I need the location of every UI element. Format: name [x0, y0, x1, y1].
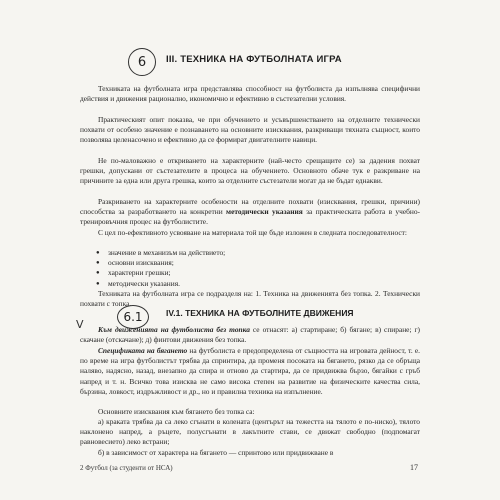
page-footer: 2 Футбол (за студенти от НСА) — [80, 464, 173, 472]
list-item: ● значение в механизъм на действието; — [96, 248, 225, 258]
handwritten-check-mark: V — [76, 318, 84, 331]
list-item: ● характерни грешки; — [96, 268, 225, 278]
paragraph: Основните изисквания към бягането без топка са: — [98, 407, 255, 416]
handwritten-circle-annotation: 6 — [128, 48, 156, 76]
paragraph: Техниката на футболната игра се подразделя на: 1. Техника на движенията без топка. 2. Технически похвати с топка. — [80, 289, 420, 309]
list-item: ● основни изисквания; — [96, 258, 225, 268]
page-number: 17 — [410, 463, 418, 472]
handwritten-circle-annotation: 6.1 — [117, 305, 149, 329]
chapter-heading: III. ТЕХНИКА НА ФУТБОЛНАТА ИГРА — [166, 54, 342, 65]
paragraph: С цел по-ефективното усвояване на материала той ще бъде изложен в следната последователност: — [98, 228, 407, 237]
paragraph: Разкриването на характерните особености на отделните похвати (изисквания, грешки, причини) способства за разработването на конкретни методически указания за практическата работа в учебно-тренировъчния процес на футболистите. — [80, 197, 420, 227]
paragraph: Практическият опит показва, че при обучението и усъвършенстването на отделните технически похвати от особено значение е познаването на основните изисквания, разкриващи тяхната същност, които позволява целенасочено и ефективно да се формират двигателните навици. — [80, 115, 420, 145]
section-heading: IV.1. ТЕХНИКА НА ФУТБОЛНИТЕ ДВИЖЕНИЯ — [166, 308, 354, 318]
paragraph: Към движенията на футболиста без топка се отнасят: а) стартиране; б) бягане; в) спиране; г) скачане (отскачане); д) финтови движения без топка. — [80, 325, 421, 345]
paragraph: Техниката на футболната игра представлява способност на футболиста да изпълнява специфични действия и движения рационално, икономично и ефективно в състезателни условия. — [80, 84, 420, 104]
paragraph: Спецификата на бягането на футболиста е предопределена от същността на игровата дейност, т. е. по време на игра футболистът трябва да спринтира, да променя посоката на бягането, рязко да се обръща наляво, надясно, назад, внезапно да спира и отново да стартира, да се придвижва бързо, бягайки с гръб напред и т. н. Всичко това изисква не само висока степен на развитие на физическите качества сила, бързина, ловкост, издръжливост и др., но и правилна техника на изпълнение. — [80, 346, 420, 396]
bullet-list — [96, 248, 225, 289]
list-item: ● методически указания. — [96, 279, 225, 289]
paragraph: Не по-маловажно е откриването на характерните (най-често срещащите се) за дадения похват грешки, допускани от състезателите в процеса на обучението. Основното обаче тук е разкриване на причините за една или друга грешка, които за отделните състезатели могат да не бъдат еднакви. — [80, 156, 420, 186]
paragraph: б) в зависимост от характера на бягането — спринтово или придвижване в — [98, 448, 334, 457]
paragraph: а) краката трябва да са леко сгънати в колената (центърът на тежестта на тялото е по-ниско), тялото наклонено напред, а ръцете, полусгънати в лакътните стави, се движат свободно (подпомагат равновесието) леко встрани; — [80, 417, 420, 447]
